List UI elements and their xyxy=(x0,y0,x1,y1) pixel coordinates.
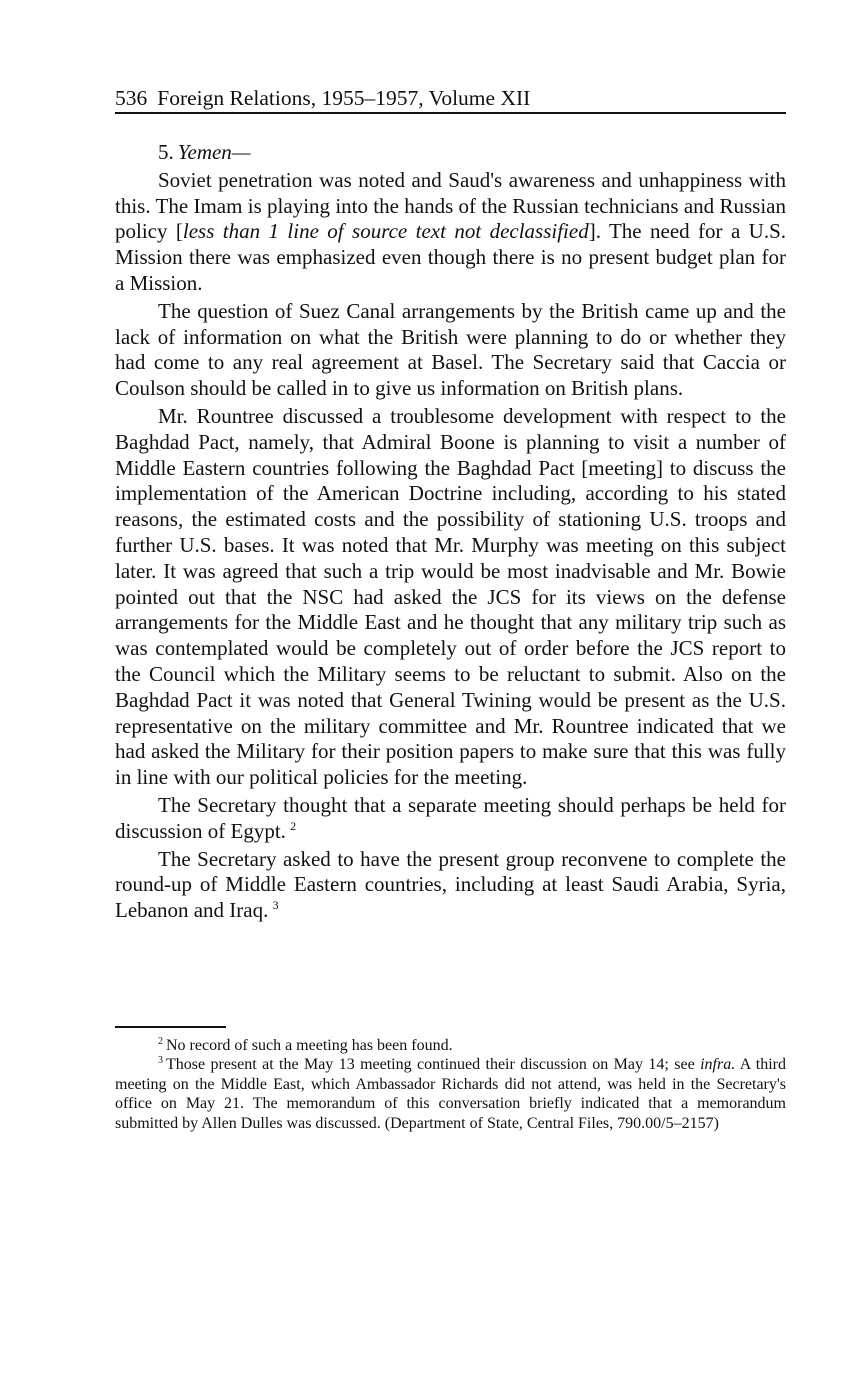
declassification-note: less than 1 line of source text not declassified xyxy=(182,219,589,244)
paragraph-text: The Secretary asked to have the present group reconvene to complete the round-up of Middle Eastern countries, including at least Saudi Arabia, Syria, Lebanon and Iraq. xyxy=(115,846,786,923)
footnote-mark-2: 2 xyxy=(158,1036,163,1047)
volume-title: Foreign Relations, 1955–1957, Volume XII xyxy=(157,86,531,110)
paragraph-baghdad-pact: Mr. Rountree discussed a troublesome development with respect to the Baghdad Pact, namely, that Admiral Boone is planning to visit a number of Middle Eastern countries following the Baghdad Pact [meeting] to discuss the implementation of the American Doctrine including, according to his stated reasons, the estimated costs and the possibility of stationing U.S. troops and further U.S. bases. It was noted that Mr. Murphy was meeting on this subject later. It was agreed that such a trip would be most inadvisable and Mr. Bowie pointed out that the NSC had asked the JCS for its views on the defense arrangements for the Middle East and he thought that any military trip such as was contemplated would be completely out of order before the JCS report to the Council which the Military seems to be reluctant to submit. Also on the Baghdad Pact it was noted that General Twining would be present as the U.S. representative on the military committee and Mr. Rountree indicated that we had asked the Military for their position papers to make sure that this was fully in line with our political policies for the meeting. xyxy=(115,403,786,790)
footnote-mark-3: 3 xyxy=(158,1055,163,1067)
footnote-text: Those present at the May 13 meeting continued their discussion on May 14; see xyxy=(166,1056,701,1074)
paragraph-text: ]. The need for a U.S. Mission there was emphasized even though there is no present budget plan for a Mission. xyxy=(115,219,787,295)
paragraph-text: The Secretary thought that a separate meeting should perhaps be held for discussion of Egypt. xyxy=(115,792,786,843)
footnote-divider xyxy=(115,1026,226,1028)
paragraph-yemen xyxy=(115,168,786,297)
paragraph-text: Soviet penetration was noted and Saud's awareness and unhappiness with this. The Imam is playing into the hands of the Russian technicians and Russian policy [ xyxy=(115,167,786,244)
footnote-italic: infra. xyxy=(700,1056,736,1074)
footnotes xyxy=(115,1036,786,1133)
paragraph-reconvene xyxy=(115,847,786,924)
running-head xyxy=(115,84,786,114)
footnote-ref-3[interactable]: 3 xyxy=(272,898,279,913)
page-number: 536 xyxy=(115,86,148,110)
paragraph-suez: The question of Suez Canal arrangements by the British came up and the lack of information on what the British were planning to do or whether they had come to any real agreement at Basel. The Secretary said that Caccia or Coulson should be called in to give us information on British plans. xyxy=(115,298,786,401)
section-title: Yemen— xyxy=(177,140,251,164)
section-heading xyxy=(115,140,786,166)
footnote-2 xyxy=(115,1036,786,1055)
paragraph-egypt xyxy=(115,793,786,845)
body-text xyxy=(115,140,786,924)
section-number: 5. xyxy=(158,140,174,164)
footnote-ref-2[interactable]: 2 xyxy=(290,818,297,833)
footnote-text: No record of such a meeting has been found. xyxy=(166,1037,453,1054)
footnote-text: A third meeting on the Middle East, which Ambassador Richards did not attend, was held in the Secretary's office on May 21. The memorandum of this conversation briefly indicated that a memorandum submitted by Allen Dulles was discussed. (Department of State, Central Files, 790.00/5–2157) xyxy=(115,1056,786,1132)
footnote-3 xyxy=(115,1055,786,1133)
